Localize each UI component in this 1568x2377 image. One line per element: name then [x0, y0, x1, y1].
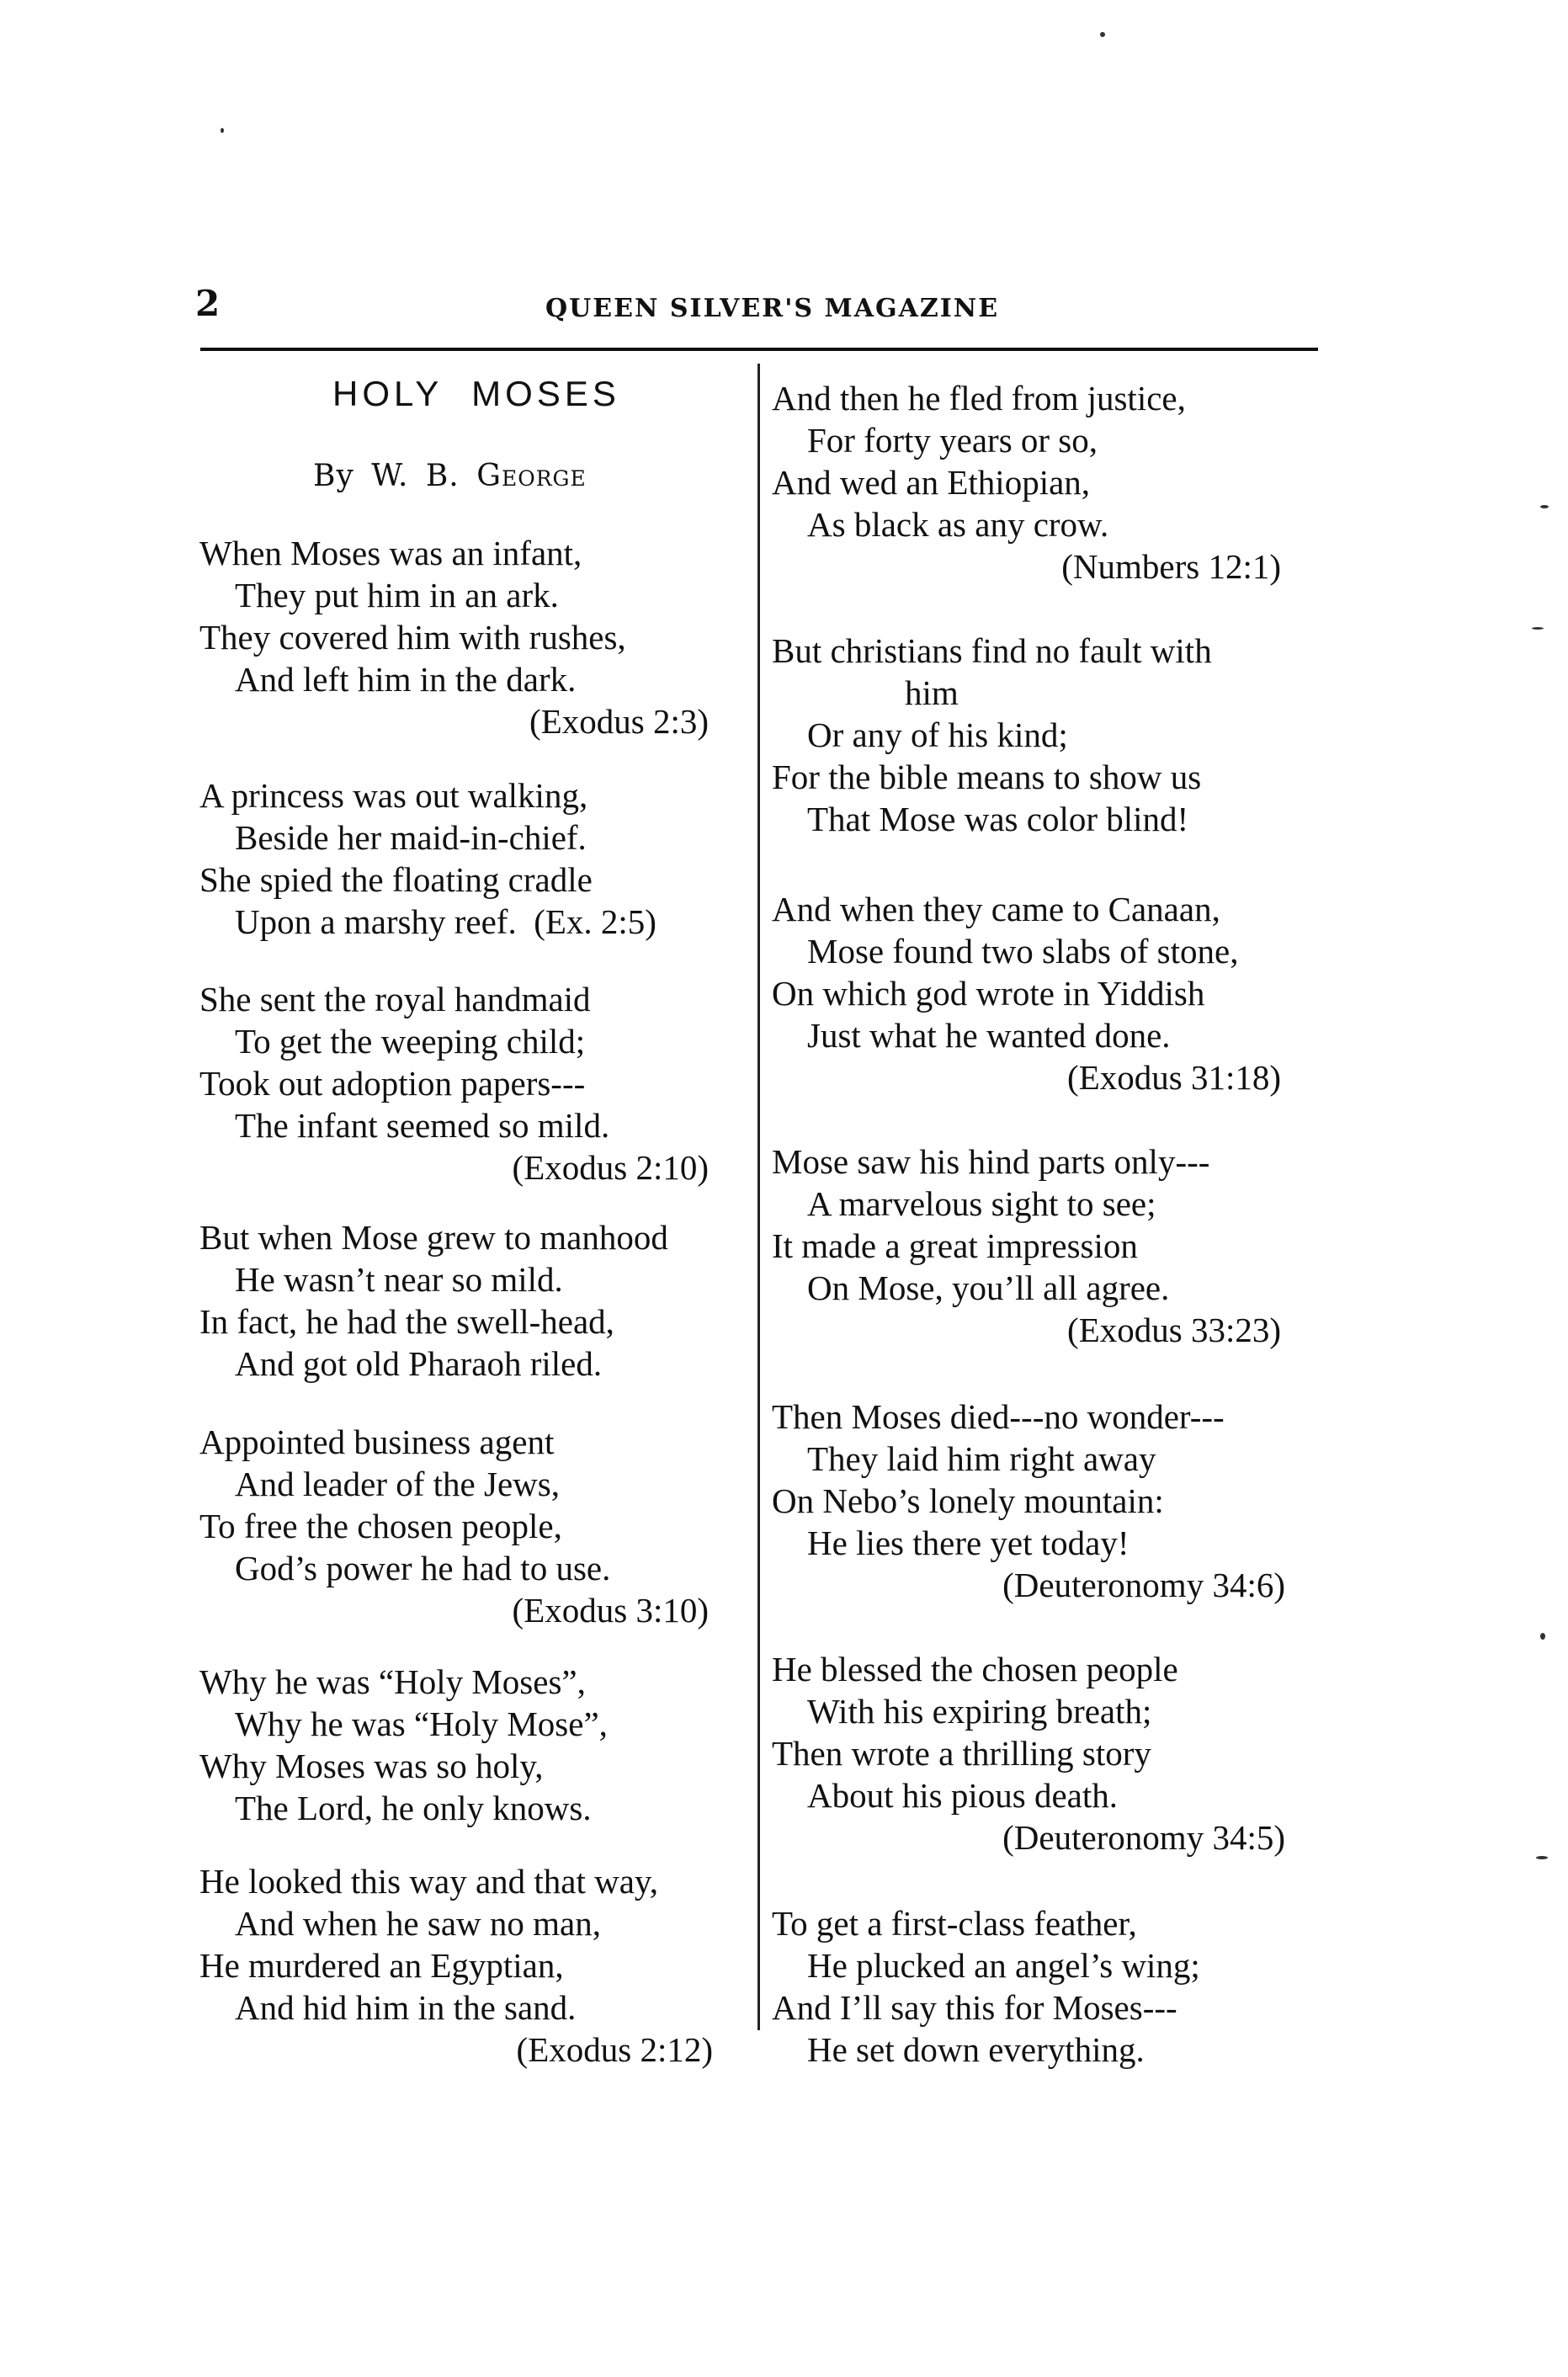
- column-divider: [757, 364, 760, 2030]
- poem-byline: [313, 461, 587, 492]
- verse-line: Why he was “Holy Moses”,: [199, 1662, 586, 1701]
- verse-line: He set down everything.: [807, 2030, 1145, 2069]
- scripture-reference: (Exodus 2:3): [529, 702, 709, 741]
- verse-line: And when they came to Canaan,: [772, 890, 1220, 928]
- verse-line: In fact, he had the swell-head,: [199, 1302, 614, 1341]
- verse-line: They put him in an ark.: [235, 576, 559, 614]
- verse-line: And wed an Ethiopian,: [772, 463, 1091, 502]
- verse-line: And leader of the Jews,: [235, 1465, 560, 1503]
- byline-author: George: [476, 459, 587, 493]
- verse-line: Then wrote a thrilling story: [772, 1734, 1151, 1773]
- verse-line: He plucked an angel’s wing;: [807, 1946, 1200, 1985]
- verse-line: Just what he wanted done.: [807, 1016, 1171, 1055]
- scan-speck: [1540, 1633, 1545, 1640]
- verse-line: He wasn’t near so mild.: [235, 1260, 563, 1299]
- verse-line: They laid him right away: [807, 1439, 1156, 1478]
- verse-line: He murdered an Egyptian,: [199, 1946, 564, 1985]
- verse-line: To get a first-class feather,: [772, 1904, 1137, 1943]
- scripture-reference: (Exodus 31:18): [1067, 1058, 1281, 1097]
- verse-line: On Nebo’s lonely mountain:: [772, 1481, 1164, 1520]
- verse-line: It made a great impression: [772, 1226, 1138, 1265]
- stanza: [772, 1141, 1319, 1351]
- verse-line: And when he saw no man,: [235, 1904, 601, 1943]
- verse-line: Mose found two slabs of stone,: [807, 932, 1239, 970]
- running-head: QUEEN SILVER'S MAGAZINE: [545, 294, 1000, 323]
- poem-title: HOLY MOSES: [332, 374, 620, 413]
- scripture-reference: (Exodus 2:10): [512, 1148, 709, 1187]
- scripture-reference: (Deuteronomy 34:5): [1002, 1818, 1285, 1857]
- verse-line: God’s power he had to use.: [235, 1549, 611, 1587]
- verse-line: About his pious death.: [807, 1776, 1118, 1815]
- scripture-reference: (Exodus 33:23): [1067, 1311, 1281, 1349]
- stanza: [772, 1396, 1319, 1606]
- stanza: [772, 1648, 1319, 1859]
- verse-line: They covered him with rushes,: [199, 618, 626, 657]
- verse-line: With his expiring breath;: [807, 1692, 1152, 1731]
- stanza: [199, 1421, 755, 1631]
- scripture-reference: (Deuteronomy 34:6): [1002, 1566, 1285, 1604]
- verse-line: The Lord, he only knows.: [235, 1789, 592, 1827]
- stanza: [199, 1860, 755, 2071]
- verse-line: Took out adoption papers---: [199, 1064, 586, 1103]
- verse-line: Why Moses was so holy,: [199, 1747, 544, 1785]
- verse-line: He blessed the chosen people: [772, 1650, 1178, 1688]
- scripture-reference: (Exodus 2:12): [516, 2030, 713, 2069]
- verse-line: She sent the royal handmaid: [199, 980, 591, 1018]
- scripture-reference: (Numbers 12:1): [1061, 547, 1281, 586]
- verse-line: Why he was “Holy Mose”,: [235, 1704, 608, 1743]
- stanza: [199, 978, 755, 1188]
- byline-prefix: By W. B.: [313, 459, 460, 493]
- scan-speck: [1540, 505, 1549, 508]
- scripture-reference: (Exodus 3:10): [512, 1591, 709, 1630]
- stanza: [772, 888, 1319, 1098]
- verse-line: him: [905, 673, 959, 712]
- verse-line: Mose saw his hind parts only---: [772, 1142, 1210, 1181]
- verse-line: A princess was out walking,: [199, 776, 588, 815]
- stanza: [772, 377, 1319, 588]
- verse-line: To free the chosen people,: [199, 1507, 562, 1545]
- verse-line: And hid him in the sand.: [235, 1988, 577, 2027]
- verse-line: Beside her maid-in-chief.: [235, 818, 587, 857]
- verse-line: Upon a marshy reef. (Ex. 2:5): [235, 902, 656, 941]
- verse-line: He looked this way and that way,: [199, 1862, 659, 1901]
- verse-line: On which god wrote in Yiddish: [772, 974, 1205, 1013]
- verse-line: That Mose was color blind!: [807, 800, 1189, 838]
- verse-line: And left him in the dark.: [235, 660, 577, 699]
- stanza: [772, 630, 1319, 840]
- verse-line: For forty years or so,: [807, 421, 1098, 460]
- stanza: [199, 774, 755, 943]
- scan-speck: [1536, 1856, 1548, 1859]
- verse-line: As black as any crow.: [807, 505, 1109, 544]
- page-number: 2: [195, 283, 221, 324]
- stanza: [199, 1661, 755, 1829]
- header-rule: [200, 348, 1318, 351]
- verse-line: But christians find no fault with: [772, 631, 1212, 670]
- verse-line: And then he fled from justice,: [772, 379, 1186, 417]
- verse-line: On Mose, you’ll all agree.: [807, 1268, 1170, 1307]
- verse-line: A marvelous sight to see;: [807, 1184, 1156, 1223]
- verse-line: He lies there yet today!: [807, 1524, 1129, 1562]
- stanza: [199, 532, 755, 742]
- verse-line: To get the weeping child;: [235, 1022, 586, 1061]
- verse-line: Then Moses died---no wonder---: [772, 1397, 1225, 1436]
- verse-line: Or any of his kind;: [807, 715, 1068, 754]
- verse-line: The infant seemed so mild.: [235, 1106, 610, 1145]
- scan-speck: [1532, 627, 1544, 630]
- verse-line: When Moses was an infant,: [199, 534, 582, 572]
- verse-line: Appointed business agent: [199, 1422, 555, 1461]
- verse-line: She spied the floating cradle: [199, 860, 593, 899]
- scan-speck: [221, 128, 224, 133]
- stanza: [772, 1902, 1319, 2071]
- scan-speck: [1100, 32, 1105, 37]
- verse-line: And I’ll say this for Moses---: [772, 1988, 1177, 2027]
- verse-line: And got old Pharaoh riled.: [235, 1344, 603, 1383]
- verse-line: For the bible means to show us: [772, 758, 1202, 796]
- stanza: [199, 1216, 755, 1385]
- verse-line: But when Mose grew to manhood: [199, 1218, 668, 1257]
